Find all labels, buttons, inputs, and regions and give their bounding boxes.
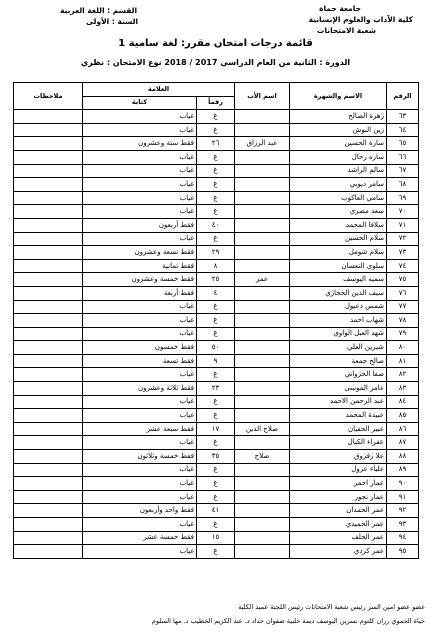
cell-notes: [14, 450, 83, 464]
page-title: قائمة درجات امتحان مقرر: لغة سامية 1: [118, 38, 313, 49]
cell-father: [235, 191, 290, 205]
header-office: شعبة الامتحانات: [316, 26, 376, 35]
cell-num: ٨٠: [387, 341, 419, 355]
cell-grade-words: فقط أربعون: [83, 218, 197, 232]
table-row: [14, 545, 419, 559]
cell-grade-digits: غ: [197, 327, 235, 341]
table-body: [14, 110, 419, 559]
cell-grade-words: غياب: [83, 436, 197, 450]
cell-grade-words: غياب: [83, 205, 197, 219]
header-grade: العلامة: [83, 83, 235, 97]
cell-grade-words: فقط خمسة وثلاثون: [83, 450, 197, 464]
cell-notes: [14, 314, 83, 328]
cell-num: ٦٨: [387, 178, 419, 192]
cell-name: عمار نجور: [290, 490, 387, 504]
cell-name: عامر الموسى: [290, 382, 387, 396]
cell-name: شيرين العلي: [290, 341, 387, 355]
table-row: [14, 314, 419, 328]
cell-grade-digits: غ: [197, 110, 235, 124]
cell-father: [235, 382, 290, 396]
cell-num: ٧٨: [387, 314, 419, 328]
cell-grade-digits: غ: [197, 368, 235, 382]
cell-father: [235, 205, 290, 219]
cell-name: عمر كردي: [290, 545, 387, 559]
cell-num: ٨١: [387, 354, 419, 368]
cell-notes: [14, 368, 83, 382]
cell-father: [235, 327, 290, 341]
table-row: [14, 286, 419, 300]
cell-grade-words: غياب: [83, 191, 197, 205]
cell-father: [235, 518, 290, 532]
header-father: اسم الأب: [235, 83, 290, 110]
table-row: [14, 409, 419, 423]
cell-father: [235, 286, 290, 300]
cell-father: [235, 300, 290, 314]
table-header-row: [14, 83, 419, 97]
table-row: [14, 395, 419, 409]
cell-num: ٨٨: [387, 450, 419, 464]
cell-grade-digits: ٤٠: [197, 218, 235, 232]
cell-father: صلاح: [235, 450, 290, 464]
cell-grade-words: غياب: [83, 123, 197, 137]
cell-father: [235, 232, 290, 246]
header-digits: رقماً: [197, 96, 235, 110]
cell-grade-digits: غ: [197, 477, 235, 491]
cell-grade-words: فقط أربعة: [83, 286, 197, 300]
cell-grade-words: فقط واحد وأربعون: [83, 504, 197, 518]
cell-name: ساره رحال: [290, 150, 387, 164]
cell-name: سامر ديوبي: [290, 178, 387, 192]
cell-grade-words: غياب: [83, 490, 197, 504]
cell-notes: [14, 518, 83, 532]
cell-name: عمر الخلف: [290, 531, 387, 545]
cell-num: ٩٢: [387, 504, 419, 518]
cell-notes: [14, 436, 83, 450]
cell-notes: [14, 246, 83, 260]
cell-num: ٩٤: [387, 531, 419, 545]
cell-grade-words: غياب: [83, 368, 197, 382]
cell-name: سعد مصري: [290, 205, 387, 219]
table-row: [14, 137, 419, 151]
cell-grade-digits: غ: [197, 300, 235, 314]
table-row: [14, 327, 419, 341]
cell-num: ٩٥: [387, 545, 419, 559]
header-year: السنة : الأولى: [86, 17, 139, 26]
cell-notes: [14, 137, 83, 151]
cell-grade-words: فقط تسعة وعشرون: [83, 246, 197, 260]
cell-num: ٨٤: [387, 395, 419, 409]
cell-father: [235, 341, 290, 355]
table-row: [14, 518, 419, 532]
cell-num: ٩٣: [387, 518, 419, 532]
cell-grade-words: غياب: [83, 150, 197, 164]
cell-num: ٦٥: [387, 137, 419, 151]
cell-num: ٦٩: [387, 191, 419, 205]
cell-grade-digits: ١٥: [197, 531, 235, 545]
cell-grade-digits: غ: [197, 314, 235, 328]
table-row: [14, 436, 419, 450]
table-row: [14, 531, 419, 545]
cell-grade-words: غياب: [83, 463, 197, 477]
table-row: [14, 164, 419, 178]
cell-notes: [14, 409, 83, 423]
cell-grade-words: فقط خمسون: [83, 341, 197, 355]
table-row: [14, 463, 419, 477]
header-notes: ملاحظات: [14, 83, 83, 110]
cell-grade-digits: ٣٥: [197, 450, 235, 464]
cell-notes: [14, 300, 83, 314]
cell-grade-words: غياب: [83, 110, 197, 124]
cell-notes: [14, 504, 83, 518]
cell-notes: [14, 531, 83, 545]
cell-num: ٧٦: [387, 286, 419, 300]
cell-father: [235, 218, 290, 232]
cell-grade-digits: غ: [197, 164, 235, 178]
cell-father: [235, 436, 290, 450]
cell-father: [235, 504, 290, 518]
cell-grade-words: غياب: [83, 327, 197, 341]
cell-grade-digits: غ: [197, 178, 235, 192]
cell-name: شهاب احمد: [290, 314, 387, 328]
cell-grade-words: غياب: [83, 518, 197, 532]
cell-name: عبيدة المحمد: [290, 409, 387, 423]
header-faculty: كلية الآداب والعلوم الإنسانية: [308, 15, 413, 24]
cell-name: عفراء الكيال: [290, 436, 387, 450]
table-row: [14, 218, 419, 232]
cell-name: سارة الحسين: [290, 137, 387, 151]
cell-father: [235, 246, 290, 260]
table-row: [14, 205, 419, 219]
footer-signature-names: حياة الحموي رزان كلثوم نسرين اليوسف ديمة حلبية صفوان حداد د. عبد الكريم الخطيب د. مها السلوم: [151, 617, 425, 625]
cell-name: زهرة الصالح: [290, 110, 387, 124]
cell-notes: [14, 110, 83, 124]
cell-name: علا زقزوق: [290, 450, 387, 464]
cell-father: [235, 354, 290, 368]
header-department: القسم : اللغة العربية: [60, 6, 138, 15]
cell-father: [235, 110, 290, 124]
cell-name: سلافا المحمد: [290, 218, 387, 232]
cell-grade-words: غياب: [83, 178, 197, 192]
cell-grade-words: غياب: [83, 409, 197, 423]
cell-notes: [14, 273, 83, 287]
cell-grade-digits: ٥٠: [197, 341, 235, 355]
cell-father: [235, 150, 290, 164]
cell-num: ٦٦: [387, 150, 419, 164]
cell-num: ٧٥: [387, 273, 419, 287]
table-row: [14, 504, 419, 518]
cell-notes: [14, 395, 83, 409]
header-name: الاسم والشهرة: [290, 83, 387, 110]
cell-name: سلام شومل: [290, 246, 387, 260]
cell-father: [235, 477, 290, 491]
cell-name: سلوى النعسان: [290, 259, 387, 273]
cell-grade-digits: غ: [197, 232, 235, 246]
header-num: الرقم: [387, 83, 419, 110]
table-row: [14, 123, 419, 137]
cell-notes: [14, 259, 83, 273]
cell-grade-digits: ٢٦: [197, 137, 235, 151]
cell-name: صفا الحزواني: [290, 368, 387, 382]
cell-father: [235, 531, 290, 545]
cell-father: [235, 545, 290, 559]
cell-name: زين البوش: [290, 123, 387, 137]
cell-notes: [14, 341, 83, 355]
cell-name: عمر الحمدان: [290, 504, 387, 518]
cell-father: [235, 123, 290, 137]
cell-name: عمار احمر: [290, 477, 387, 491]
header-words: كتابة: [83, 96, 197, 110]
cell-num: ٦٤: [387, 123, 419, 137]
cell-grade-digits: ٤١: [197, 504, 235, 518]
cell-num: ٨٩: [387, 463, 419, 477]
cell-father: [235, 368, 290, 382]
cell-grade-digits: ٢٩: [197, 246, 235, 260]
cell-grade-digits: غ: [197, 545, 235, 559]
cell-father: [235, 463, 290, 477]
cell-name: سيف الدين الحجازي: [290, 286, 387, 300]
cell-num: ٧٣: [387, 246, 419, 260]
cell-grade-words: فقط ثمانية: [83, 259, 197, 273]
cell-num: ٨٦: [387, 422, 419, 436]
cell-father: [235, 314, 290, 328]
table-row: [14, 178, 419, 192]
table-row: [14, 382, 419, 396]
cell-num: ٨٥: [387, 409, 419, 423]
cell-notes: [14, 205, 83, 219]
cell-num: ٧١: [387, 218, 419, 232]
cell-grade-digits: غ: [197, 490, 235, 504]
cell-grade-digits: ٢٥: [197, 273, 235, 287]
cell-num: ٨٣: [387, 382, 419, 396]
cell-grade-digits: ٩: [197, 354, 235, 368]
cell-num: ٨٧: [387, 436, 419, 450]
cell-grade-words: غياب: [83, 300, 197, 314]
cell-grade-digits: ٨: [197, 259, 235, 273]
cell-name: سلام الحسين: [290, 232, 387, 246]
cell-grade-words: فقط ثلاثة وعشرون: [83, 382, 197, 396]
cell-name: عمر الحميدي: [290, 518, 387, 532]
table-row: [14, 259, 419, 273]
cell-father: عبد الرزاق: [235, 137, 290, 151]
cell-grade-words: فقط سبعة عشر: [83, 422, 197, 436]
cell-father: عمر: [235, 273, 290, 287]
cell-num: ٩٠: [387, 477, 419, 491]
cell-notes: [14, 327, 83, 341]
table-row: [14, 354, 419, 368]
cell-grade-digits: غ: [197, 395, 235, 409]
table-row: [14, 368, 419, 382]
cell-grade-words: غياب: [83, 545, 197, 559]
cell-father: [235, 178, 290, 192]
page-subtitle: الدورة : الثانية من العام الدراسي 2017 / 2018 نوع الامتحان : نظري: [80, 58, 351, 67]
cell-father: صلاح الدين: [235, 422, 290, 436]
cell-num: ٦٧: [387, 164, 419, 178]
cell-grade-words: غياب: [83, 232, 197, 246]
cell-notes: [14, 463, 83, 477]
cell-grade-digits: غ: [197, 150, 235, 164]
cell-grade-digits: غ: [197, 463, 235, 477]
cell-num: ٦٣: [387, 110, 419, 124]
cell-num: ٨٢: [387, 368, 419, 382]
footer-signature-titles: عضو عضو امين السر رئيس شعبة الامتحانات رئيس اللجنة عميد الكلية: [238, 603, 425, 611]
table-row: [14, 191, 419, 205]
table-row: [14, 246, 419, 260]
table-row: [14, 232, 419, 246]
table-row: [14, 300, 419, 314]
cell-grade-words: فقط تسعة: [83, 354, 197, 368]
table-row: [14, 110, 419, 124]
cell-name: سميه اليوسف: [290, 273, 387, 287]
cell-grade-words: فقط خمسة عشر: [83, 531, 197, 545]
cell-notes: [14, 490, 83, 504]
cell-grade-words: غياب: [83, 314, 197, 328]
cell-grade-words: غياب: [83, 395, 197, 409]
cell-grade-words: غياب: [83, 164, 197, 178]
cell-notes: [14, 232, 83, 246]
table-row: [14, 341, 419, 355]
cell-notes: [14, 218, 83, 232]
cell-name: شهد العبل الواوي: [290, 327, 387, 341]
cell-num: ٧٢: [387, 232, 419, 246]
cell-grade-words: غياب: [83, 477, 197, 491]
cell-notes: [14, 354, 83, 368]
table-row: [14, 477, 419, 491]
cell-num: ٩١: [387, 490, 419, 504]
cell-grade-digits: غ: [197, 205, 235, 219]
cell-name: عبد الرحمن الاحمد: [290, 395, 387, 409]
cell-notes: [14, 191, 83, 205]
cell-grade-digits: غ: [197, 518, 235, 532]
cell-name: عبير الحفيان: [290, 422, 387, 436]
cell-grade-words: فقط ستة وعشرون: [83, 137, 197, 151]
table-row: [14, 422, 419, 436]
cell-name: شمس دعبول: [290, 300, 387, 314]
cell-num: ٧٤: [387, 259, 419, 273]
header-university: جامعة حماة: [319, 4, 361, 13]
cell-name: سامي العاكوب: [290, 191, 387, 205]
cell-father: [235, 259, 290, 273]
cell-grade-digits: غ: [197, 123, 235, 137]
cell-num: ٧٩: [387, 327, 419, 341]
cell-grade-digits: ٢٣: [197, 382, 235, 396]
cell-grade-digits: غ: [197, 191, 235, 205]
cell-father: [235, 164, 290, 178]
cell-notes: [14, 422, 83, 436]
cell-notes: [14, 477, 83, 491]
cell-notes: [14, 286, 83, 300]
cell-grade-digits: غ: [197, 409, 235, 423]
cell-num: ٧٠: [387, 205, 419, 219]
grades-table: [13, 82, 419, 559]
table-row: [14, 450, 419, 464]
cell-notes: [14, 164, 83, 178]
cell-grade-digits: ١٧: [197, 422, 235, 436]
cell-notes: [14, 382, 83, 396]
cell-num: ٧٧: [387, 300, 419, 314]
cell-name: علياء عزول: [290, 463, 387, 477]
cell-notes: [14, 123, 83, 137]
cell-grade-digits: غ: [197, 436, 235, 450]
cell-name: سالم الراشد: [290, 164, 387, 178]
table-row: [14, 273, 419, 287]
cell-father: [235, 395, 290, 409]
cell-notes: [14, 178, 83, 192]
table-row: [14, 490, 419, 504]
cell-notes: [14, 545, 83, 559]
cell-name: صالح جمعة: [290, 354, 387, 368]
cell-notes: [14, 150, 83, 164]
cell-grade-digits: ٤: [197, 286, 235, 300]
table-row: [14, 150, 419, 164]
cell-father: [235, 409, 290, 423]
cell-father: [235, 490, 290, 504]
cell-grade-words: فقط خمسة وعشرون: [83, 273, 197, 287]
